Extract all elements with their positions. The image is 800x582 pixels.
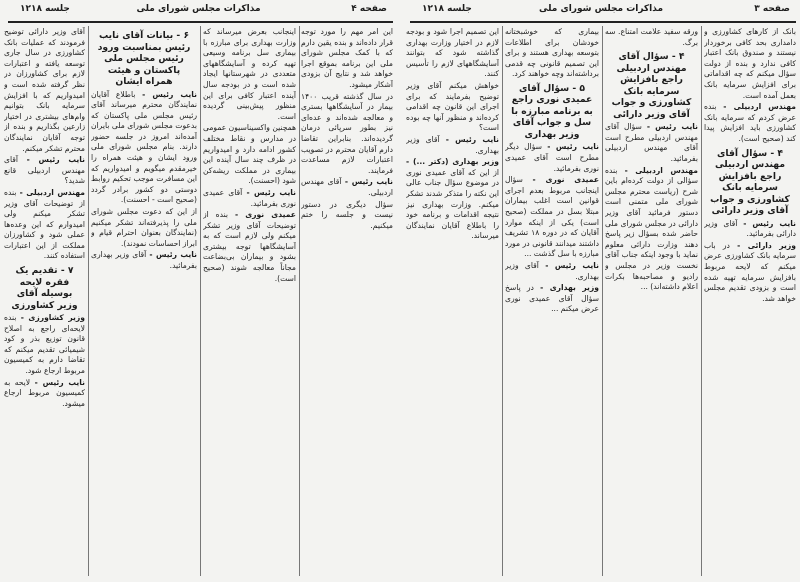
paragraph — [505, 283, 599, 315]
paragraph — [505, 142, 599, 174]
paragraph-text: بیماری که خوشبختانه خودشان برای اطلاعات بتوسعه بهداری هستند و برای این تصمیم قانونی چه قدمی برداشته‌اند وچه خواهند کرد. — [505, 27, 599, 79]
speaker-name: نایب رئیس - — [142, 89, 197, 99]
paragraph-text: آقای عمیدی نوری بفرمائید. — [203, 187, 296, 208]
paragraph-text: سؤال دیگر مطرح است آقای عمیدی نوری بفرمائید. — [505, 142, 599, 173]
column-divider — [701, 26, 702, 576]
paragraph-text: همچنین واکسیناسیون عمومی در مدارس و نقاط مختلف کشور ادامه دارد و امیدواریم در ظرف چند سال آینده این بیماری در مملکت ریشه‌کن شود (احسنت). — [203, 123, 296, 186]
running-title: مذاکرات مجلس شورای ملی — [538, 4, 664, 14]
paragraph — [605, 27, 698, 48]
speaker-name: نایب رئیس - — [646, 122, 698, 132]
paragraph-text: در سال گذشته قریب ۱۴۰۰ بیمار در آسایشگاهها بستری و معالجه شده‌اند و عده‌ای نیز بطور سرپائی درمان گردیده‌اند. بنابراین تقاضا دارم آقایان محترم در تصویب اعتبارات لازم مساعدت فرمایند. — [301, 91, 393, 175]
speaker-name: نایب رئیس - — [26, 155, 85, 165]
paragraph-text: بنده لایحه‌ای راجع به اصلاح قانون توزیع بذر و کود شیمیائی تقدیم میکنم که تقاضا دارم به کمیسیون مربوط ارجاع شود. — [4, 313, 85, 376]
speaker-name: نایب رئیس - — [149, 250, 197, 260]
paragraph-text: آقای وزیر بهداری. — [505, 261, 599, 281]
speaker-name: مهندس اردبیلی - — [723, 102, 796, 112]
speaker-name: مهندس اردبیلی - — [19, 187, 85, 197]
paragraph — [91, 207, 197, 249]
paragraph-text: آقای وزیر بهداری بفرمائید. — [91, 250, 197, 270]
speaker-name: وزیر کشاورزی - — [20, 313, 85, 323]
speaker-name: عمیدی نوری - — [234, 210, 296, 220]
paragraph — [91, 90, 197, 207]
paragraph — [301, 27, 393, 91]
paragraph-text: سؤال اینجانب مربوط بعدم اجرای قوانین است اغلب بیماران مبتلا بسل در مملکت (صحیح است) یکی از اینکه موارد آقایان که در دوره ۱۸ تشریف داشتند میدانند قانونی در مورد مبارزه با سل گذشت ... — [505, 175, 599, 259]
session-number: جلسه ۱۲۱۸ — [20, 4, 70, 14]
speaker-name: نایب رئیس - — [34, 377, 85, 387]
paragraph-text: آقای وزیر بهداری. — [406, 134, 499, 155]
paragraph — [301, 200, 393, 232]
paragraph — [605, 166, 698, 293]
paragraph-text: از این که آقای عمیدی نوری در موضوع سؤال جناب عالی این نکته را متذکر شدند تشکر میکنم. وزارت بهداری نیز نتیجه اقدامات و برنامه خود را باطلاع آقایان نمایندگان میرساند. — [406, 167, 499, 241]
paragraph-text: این امر مهم را مورد توجه قرار داده‌اند و بنده یقین دارم که با کمک مجلس شورای ملی این برنامه بموقع اجرا خواهد شد و نتایج آن بزودی آشکار میشود. — [301, 27, 393, 89]
paragraph — [704, 241, 796, 305]
paragraph-text: بنده از توضیحات آقای وزیر تشکر میکنم ولی لازم است که به آسایشگاهها توجه بیشتری بشود و بیماران بی‌بضاعت مجاناً معالجه شوند (صحیح است). — [203, 210, 296, 283]
paragraph — [505, 261, 599, 282]
paragraph — [505, 175, 599, 260]
paragraph — [203, 188, 296, 209]
paragraph-text: سؤال دیگری در دستور نیست و جلسه را ختم میکنیم. — [301, 199, 393, 230]
paragraph-text: آقای مهندس اردبیلی قانع شدید؟ — [4, 155, 85, 186]
column-divider — [602, 26, 603, 576]
paragraph — [4, 378, 85, 410]
page-header — [6, 4, 391, 18]
paragraph-text: باطلاع آقایان نمایندگان محترم میرساند آقای رئیس مجلس ملی پاکستان که بدعوت مجلس شورای ملی بایران آمده‌اند امروز در جلسه حضور دارند. بنام مجلس شورای ملی ورود ایشان و هیئت همراه را خیرمقدم میگویم و امیدواریم که این مسافرت موجب تحکیم روابط دوستی دو کشور برادر گردد (صحیح است - احسنت). — [91, 89, 197, 205]
column-divider — [200, 26, 201, 576]
section-heading: ۶ - بیانات آقای نایب رئیس بمناسبت ورود رئیس مجلس ملی پاکستان و هیئت همراه ایشان — [97, 30, 191, 87]
page-header — [408, 4, 794, 18]
paragraph — [4, 188, 85, 262]
paragraph — [203, 123, 296, 187]
column-divider — [299, 26, 300, 576]
paragraph — [4, 27, 85, 154]
paragraph-text: در باب سرمایه بانک کشاورزی عرض میکنم که لایحه مربوط بافزایش سرمایه تهیه شده است و بزودی تقدیم مجلس خواهد شد. — [704, 240, 796, 303]
paragraph-text: بنده سؤالی از دولت کرده‌ام باین شرح (ریاست محترم مجلس شورای ملی متمنی است دستور فرمائید آقای وزیر دارائی در مجلس شورای ملی حاضر شده بسؤال زیر پاسخ دهند وزارت دارائی معلوم نماید با وجود اینکه جناب آقای نخست وزیر در مجلس و رادیو و مصاحبه‌ها بکرات اعلام داشته‌اند) ... — [605, 165, 698, 292]
speaker-name: وزیر بهداری - — [540, 283, 599, 293]
text-column — [505, 27, 599, 576]
paragraph — [4, 313, 85, 377]
speaker-name: نایب رئیس - — [344, 177, 393, 187]
paragraph-text: خواهش میکنم آقای وزیر توضیح بفرمایند که برای اجرای این قانون چه اقدامی کرده‌اند و منظور آنها چه بوده است؟ — [406, 80, 499, 133]
paragraph — [406, 135, 499, 156]
speaker-name: مهندس اردبیلی - — [624, 165, 698, 175]
speaker-name: وزیر دارائی - — [737, 240, 796, 250]
header-rule — [8, 21, 393, 23]
speaker-name: نایب رئیس - — [743, 218, 796, 228]
header-rule — [410, 21, 796, 23]
section-heading: ۴ - سؤال آقای مهندس اردبیلی راجع بافزایش سرمایه بانک کشاورزی و جواب آقای وزیر دارائی — [611, 51, 692, 120]
speaker-name: نایب رئیس - — [547, 142, 599, 152]
text-column — [605, 27, 698, 576]
text-column — [704, 27, 796, 576]
column-divider — [502, 26, 503, 576]
page-number: صفحه ۳ — [754, 4, 790, 14]
paragraph — [301, 92, 393, 177]
paragraph — [406, 81, 499, 134]
paragraph — [704, 219, 796, 240]
text-column — [406, 27, 499, 576]
paragraph-text: آقای وزیر دارائی بفرمائید. — [704, 218, 796, 239]
paragraph-text: بنده از توضیحات آقای وزیر تشکر میکنم ولی امیدوارم که این وعده‌ها عملی شود و کشاورزان مملکت از این اعتبارات استفاده کنند. — [4, 187, 85, 261]
paragraph — [203, 27, 296, 122]
speaker-name: نایب رئیس - — [445, 134, 499, 144]
paragraph-text: آقای مهندس اردبیلی. — [301, 177, 393, 197]
paragraph-text: آقای وزیر دارائی توضیح فرمودند که عملیات بانک کشاورزی در سال جاری توسعه یافته و اعتبارات لازم برای کشاورزان در نظر گرفته شده است و امیدواریم که با افزایش سرمایه بانک بتوانیم وام‌های بیشتری در اختیار زارعین بگذاریم و بنده از توجه آقایان نمایندگان محترم تشکر میکنم. — [4, 27, 85, 153]
paragraph — [406, 157, 499, 242]
paragraph-text: از این که دعوت مجلس شورای ملی را پذیرفته‌اند تشکر میکنیم (نمایندگان بعنوان احترام قیام و ابراز احساسات نمودند). — [91, 207, 197, 248]
speaker-name: نایب رئیس - — [545, 261, 599, 270]
paragraph — [505, 27, 599, 80]
paragraph-text: بنده عرض کردم که سرمایه بانک کشاورزی باید افزایش پیدا کند (صحیح است). — [704, 102, 796, 143]
paragraph — [301, 177, 393, 198]
page-number: صفحه ۴ — [351, 4, 387, 14]
session-number: جلسه ۱۲۱۸ — [422, 4, 472, 14]
text-column — [203, 27, 296, 576]
paragraph — [91, 250, 197, 271]
running-title: مذاکرات مجلس شورای ملی — [136, 4, 261, 14]
text-column — [91, 27, 197, 576]
paragraph — [203, 210, 296, 284]
paragraph-text: لایحه به کمیسیون مربوط ارجاع میشود. — [4, 377, 85, 408]
paragraph-text: در پاسخ سؤال آقای عمیدی نوری عرض میکنم ... — [505, 283, 599, 314]
speaker-name: عمیدی نوری - — [532, 175, 599, 185]
paragraph-text: ورقه سفید علامت امتناع. سه برگ. — [605, 27, 698, 47]
paragraph — [4, 155, 85, 187]
paragraph — [605, 122, 698, 164]
right-page — [402, 0, 800, 582]
left-page — [0, 0, 397, 582]
paragraph-text: بانک از کارهای کشاورزی و دامداری بحد کافی برخوردار نیستند و صندوق بانک اعتبار کافی ندارد و بنده از دولت سؤال میکنم که چه اقداماتی برای افزایش سرمایه بانک بعمل آمده است. — [704, 27, 796, 100]
paragraph-text: این تصمیم اجرا شود و بودجه لازم در اختیار وزارت بهداری گذاشته شود که بتوانند آسایشگاههای لازم را تأسیس کنند. — [406, 27, 499, 79]
text-column — [4, 27, 85, 576]
section-heading: ۷ - تقدیم یک فقره لایحه بوسیله آقای وزیر کشاورزی — [11, 265, 78, 311]
speaker-name: نایب رئیس - — [246, 187, 296, 197]
text-column — [301, 27, 393, 576]
section-heading: ۵ - سؤال آقای عمیدی نوری راجع به برنامه مبارزه با سل و جواب آقای وزیر بهداری — [511, 82, 593, 140]
paragraph — [704, 102, 796, 144]
speaker-name: وزیر بهداری (دکتر ...) - — [406, 157, 499, 167]
paragraph — [406, 27, 499, 80]
section-heading: ۴ - سؤال آقای مهندس اردبیلی راجع بافزایش سرمایه بانک کشاورزی و جواب آقای وزیر دارائی — [710, 147, 790, 217]
column-divider — [88, 26, 89, 576]
paragraph-text: سؤال آقای مهندس اردبیلی مطرح است آقای مهندس اردبیلی بفرمائید. — [605, 122, 698, 163]
paragraph — [704, 27, 796, 101]
paragraph-text: اینجانب بعرض میرساند که وزارت بهداری برای مبارزه با بیماری سل برنامه وسیعی تهیه کرده و آسایشگاههای متعددی در شهرستانها ایجاد شده است و در بودجه سال آینده اعتبار کافی برای این منظور پیش‌بینی گردیده است. — [203, 27, 296, 121]
